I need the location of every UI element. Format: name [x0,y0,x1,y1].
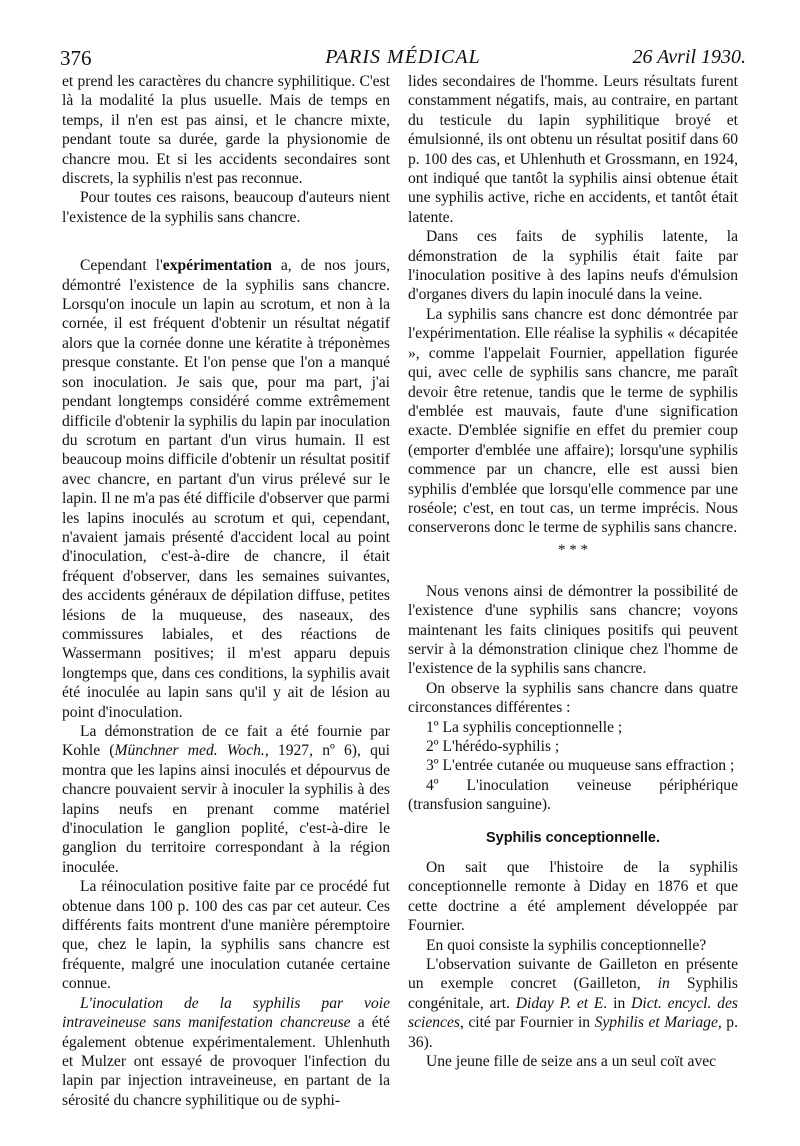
list-item: 3º L'entrée cutanée ou muqueuse sans effraction ; [426,757,735,775]
paragraph: lides secondaires de l'homme. Leurs résultats furent constamment négatifs, mais, au contraire, en partant du testicule du lapin syphilitique broyé et émulsionné, ils ont obtenu un résultat positif dans 60 p. 100 des cas, et Uhlenhuth et Grossmann, en 1924, ont indiqué que tantôt la syphilis ainsi obtenue était une syphilis active, riche en accidents, et tantôt était latente. [408,73,738,226]
emphasis-text: L'inoculation de la syphilis par voie intraveineuse sans manifestation chancreuse [62,994,390,1032]
paragraph: L'observation suivante de Gailleton en présente un exemple concret (Gailleton, in Syphilis congénitale, art. Diday P. et E. in Dict. encycl. des sciences, cité par Fournier in Syphilis et Mariage, p. 36). [408,956,739,1051]
paragraph: Une jeune fille de seize ans a un seul coït avec [426,1053,717,1071]
right-column [408,72,738,1072]
paragraph: L'inoculation de la syphilis par voie intraveineuse sans manifestation chancreuse a été également obtenue expérimentalement. Uhlenhuth et Mulzer ont essayé de provoquer l'infection du lapin par injection intraveineuse, en partant de la sérosité du chancre syphilitique ou de syphi- [62,994,390,1109]
paragraph: On observe la syphilis sans chancre dans quatre circonstances différentes : [408,679,738,717]
citation: Münchner med. Woch. [114,742,265,760]
paragraph: On sait que l'histoire de la syphilis conceptionnelle remonte à Diday en 1876 et que cette doctrine a été amplement développée par Fournier. [408,859,738,935]
page-header [60,46,746,72]
issue-date: 26 Avril 1930. [632,46,746,68]
journal-title: PARIS MÉDICAL [325,46,481,68]
left-column [62,72,390,1110]
section-heading: Syphilis conceptionnelle. [485,829,661,846]
paragraph: Nous venons ainsi de démontrer la possibilité de l'existence d'une syphilis sans chancre; voyons maintenant les faits cliniques positifs qui peuvent servir à la démonstration clinique chez l'homme de l'existence de la syphilis sans chancre. [408,582,738,678]
paragraph: La démonstration de ce fait a été fournie par Kohle (Münchner med. Woch., 1927, nº 6), qui montra que les lapins ainsi inoculés et dépourvus de chancre pouvaient servir à inoculer la syphilis à des lapins neufs en prenant comme matériel d'inoculation le ganglion poplité, c'est-à-dire le ganglion du territoire correspondant à la région inoculée. [62,723,391,876]
emphasis-text: expérimentation [162,257,272,275]
list-item: 2º L'hérédo-syphilis ; [426,738,560,755]
paragraph: La réinoculation positive faite par ce procédé fut obtenue dans 100 p. 100 des cas par cet auteur. Ces différents faits montrent d'une manière péremptoire que, chez le lapin, la syphilis sans chancre est fréquente, malgré une inoculation cutanée certaine connue. [62,878,390,993]
section-separator: * * * [558,541,588,558]
citation: Syphilis et Mariage [594,1014,718,1032]
paragraph: En quoi consiste la syphilis conceptionnelle? [426,936,707,954]
paragraph: Pour toutes ces raisons, beaucoup d'auteurs nient l'existence de la syphilis sans chancre. [62,189,390,226]
citation: Diday P. et E. [515,994,608,1012]
paragraph: Dans ces faits de syphilis latente, la démonstration de la syphilis était faite par l'inoculation positive à des lapins neufs d'émulsion d'organes divers du lapin inoculé dans la veine. [408,228,738,304]
page-number: 376 [60,46,92,70]
list-item: 4º L'inoculation veineuse périphérique (transfusion sanguine). [408,776,738,814]
paragraph: La syphilis sans chancre est donc démontrée par l'expérimentation. Elle réalise la syphilis « décapitée », comme l'appelait Fournier, appellation figurée qui, avec celle de syphilis sans chancre, me paraît devoir être retenue, tandis que le terme de syphilis d'emblée est mauvais, faute d'une signification exacte. D'emblée signifie en effet du premier coup (emporter d'emblée une affaire); lorsqu'une syphilis commence par un chancre, elle est aussi bien syphilis d'emblée que lorsqu'elle commence par une roséole; c'est, en tout cas, un terme imprécis. Nous conserverons donc le terme de syphilis sans chancre. [408,305,738,537]
paragraph: et prend les caractères du chancre syphilitique. C'est là la modalité la plus usuelle. Mais de temps en temps, il n'en est pas ainsi, et le chancre mixte, pendant toute sa durée, garde la physionomie de chancre mou. Et si les accidents secondaires sont discrets, la syphilis n'est pas reconnue. [62,73,390,188]
list-item: 1º La syphilis conceptionnelle ; [426,718,623,736]
paragraph: Cependant l'expérimentation a, de nos jours, démontré l'existence de la syphilis sans chancre. Lorsqu'on inocule un lapin au scrotum, et non à la cornée, il est fréquent d'obtenir un résultat négatif alors que la cornée donne une kératite à tréponèmes presque constante. Et l'on pense que l'on a manqué son inoculation. Je sais que, pour ma part, j'ai pendant longtemps considéré comme extrêmement difficile d'obtenir la syphilis du lapin par inoculation du scrotum en partant d'un virus humain. Il est beaucoup moins difficile d'obtenir un résultat positif avec chancre, en partant d'un virus prélevé sur le lapin. Il ne m'a pas été difficile d'observer que parmi les lapins inoculés au scrotum et qui, cependant, n'avaient jamais présenté d'accident local au point d'inoculation, c'est-à-dire de chancre, il était fréquent d'observer, dans les semaines suivantes, des accidents généraux de dépilation diffuse, petites lésions de la muqueuse, des naseaux, des commissures labiales, et des réactions de Wassermann positives; il m'est apparu depuis longtemps que, dans ces conditions, la syphilis avait été inoculée au lapin sans qu'il y ait de lésion au point d'inoculation. [62,257,390,721]
citation: Dict. encycl. des sciences [408,994,738,1032]
